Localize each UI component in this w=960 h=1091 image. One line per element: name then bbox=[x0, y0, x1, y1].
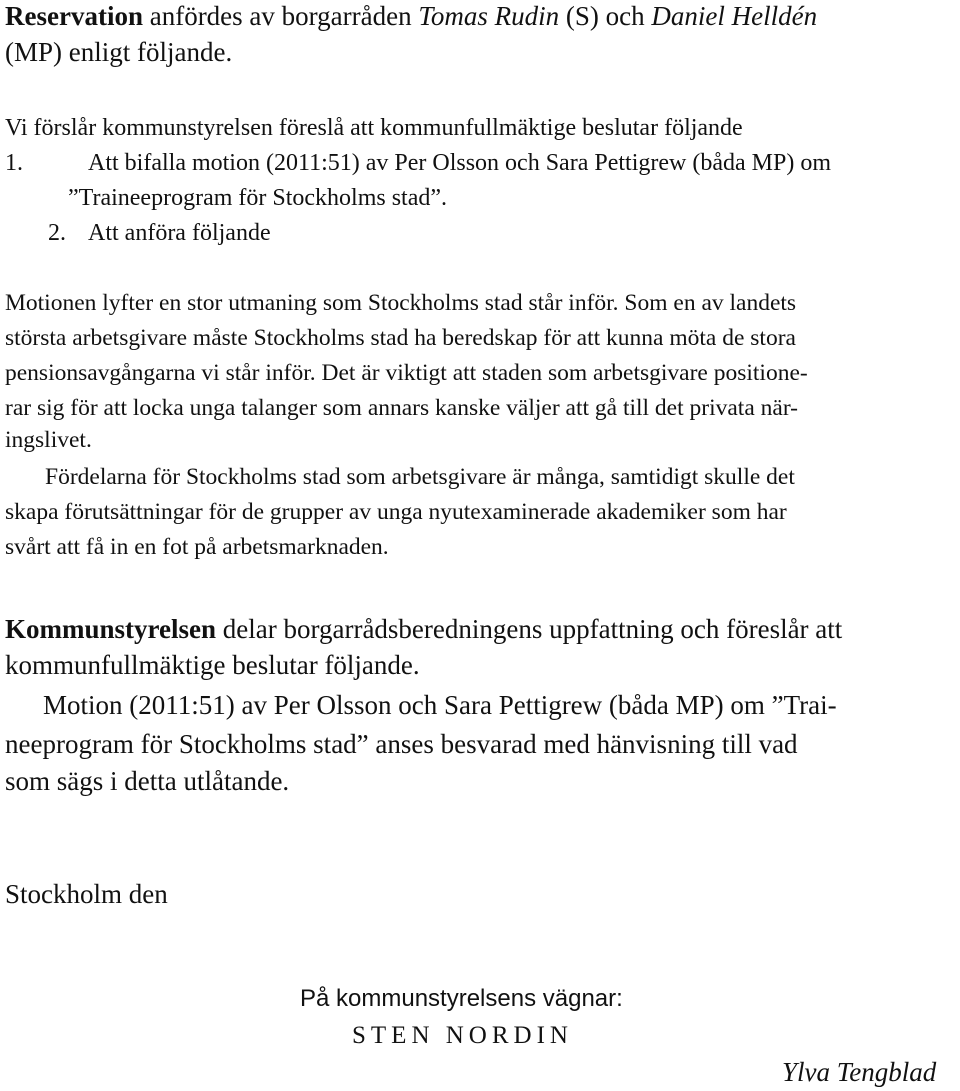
reservation-label: Reservation bbox=[5, 1, 143, 31]
motivation-line-2: största arbetsgivare måste Stockholms stad ha beredskap för att kunna möta de stora bbox=[5, 325, 796, 351]
reservation-name-2: Daniel Helldén bbox=[651, 1, 818, 31]
reservation-line-2: (MP) enligt följande. bbox=[5, 37, 233, 67]
on-behalf-text: På kommunstyrelsens vägnar: bbox=[300, 985, 623, 1012]
proposal-item-2-text: Att anföra följande bbox=[88, 220, 271, 246]
proposal-item-1-line-1: Att bifalla motion (2011:51) av Per Olsson och Sara Pettigrew (båda MP) om bbox=[88, 150, 831, 176]
proposal-item-2-num: 2. bbox=[48, 220, 66, 246]
motivation-line-6: Fördelarna för Stockholms stad som arbetsgivare är många, samtidigt skulle det bbox=[45, 464, 795, 490]
decision-line-4: neeprogram för Stockholms stad” anses besvarad med hänvisning till vad bbox=[5, 729, 798, 759]
proposal-item-1-num: 1. bbox=[5, 150, 23, 176]
signer-name: STEN NORDIN bbox=[352, 1022, 573, 1049]
decision-line-5: som sägs i detta utlåtande. bbox=[5, 766, 290, 796]
reservation-text-1: anfördes av borgarråden bbox=[142, 1, 419, 31]
reservation-line-1 bbox=[5, 0, 817, 32]
secretary-name: Ylva Tengblad bbox=[782, 1057, 937, 1087]
place-date: Stockholm den bbox=[5, 879, 168, 909]
decision-line-3: Motion (2011:51) av Per Olsson och Sara Pettigrew (båda MP) om ”Trai- bbox=[43, 690, 837, 720]
motivation-line-3: pensionsavgångarna vi står inför. Det är viktigt att staden som arbetsgivare positione- bbox=[5, 360, 808, 386]
motivation-line-4: rar sig för att locka unga talanger som annars kanske väljer att gå till det privata när- bbox=[5, 395, 798, 421]
decision-line-1 bbox=[5, 612, 842, 646]
reservation-text-2: (S) och bbox=[559, 1, 652, 31]
motivation-line-7: skapa förutsättningar för de grupper av unga nyutexaminerade akademiker som har bbox=[5, 499, 787, 525]
proposal-item-1-line-2: ”Traineeprogram för Stockholms stad”. bbox=[68, 185, 448, 211]
reservation-name-1: Tomas Rudin bbox=[418, 1, 560, 31]
proposal-intro: Vi förslår kommunstyrelsen föreslå att kommunfullmäktige beslutar följande bbox=[5, 115, 743, 141]
motivation-line-1: Motionen lyfter en stor utmaning som Stockholms stad står inför. Som en av landets bbox=[5, 290, 797, 316]
decision-line-2: kommunfullmäktige beslutar följande. bbox=[5, 650, 420, 680]
motivation-line-8: svårt att få in en fot på arbetsmarknaden. bbox=[5, 534, 389, 560]
decision-label: Kommunstyrelsen bbox=[5, 614, 217, 644]
decision-line-1-rest: delar borgarrådsberedningens uppfattning och föreslår att bbox=[216, 614, 843, 644]
motivation-line-5: ingslivet. bbox=[5, 427, 92, 453]
